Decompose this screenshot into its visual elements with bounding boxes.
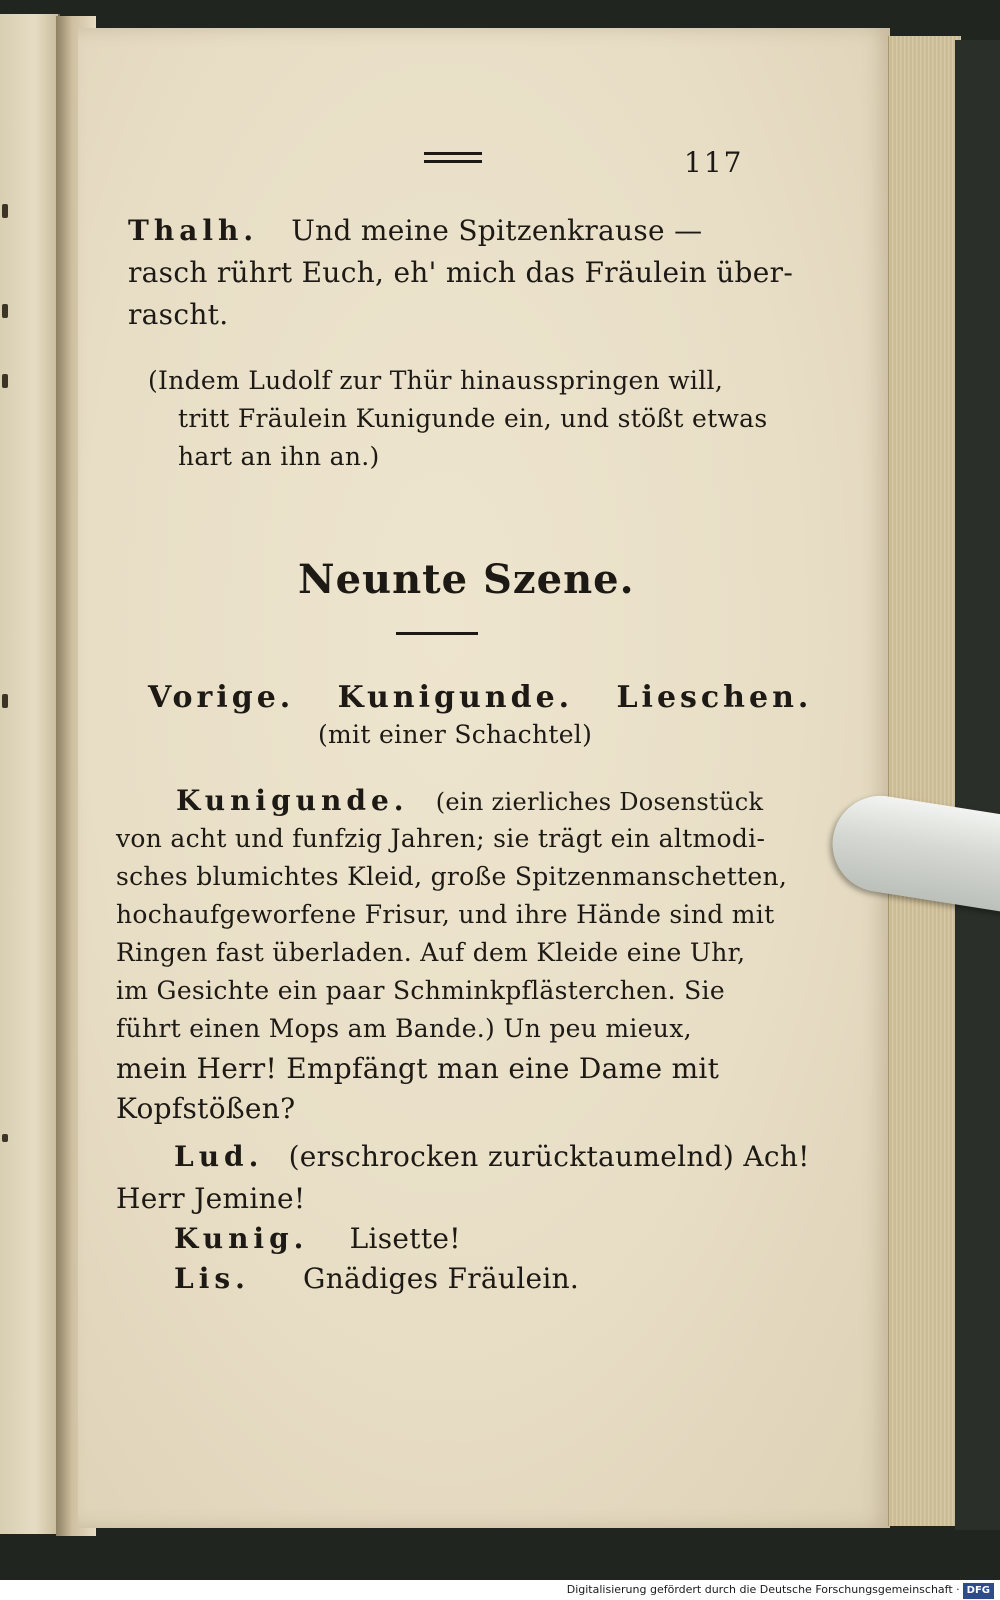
dfg-logo: DFG bbox=[963, 1583, 994, 1599]
line-text: Und meine Spitzenkrause — bbox=[291, 214, 703, 247]
stage-direction-line: tritt Fräulein Kunigunde ein, und stößt etwas bbox=[178, 404, 768, 433]
roles-line: Vorige. Kunigunde. Lieschen. bbox=[148, 680, 813, 715]
page-number: 117 bbox=[684, 146, 744, 179]
dialog-line bbox=[174, 1222, 461, 1255]
footer-text: Digitalisierung gefördert durch die Deutsche Forschungsgemeinschaft · bbox=[566, 1583, 960, 1596]
line-text: (ein zierliches Dosenstück bbox=[435, 788, 764, 816]
text-line: sches blumichtes Kleid, große Spitzenmanschetten, bbox=[116, 862, 788, 891]
speaker-label: Kunigunde. bbox=[176, 784, 409, 817]
line-text: Gnädiges Fräulein. bbox=[303, 1262, 580, 1295]
line-text: (erschrocken zurücktaumelnd) Ach! bbox=[288, 1140, 810, 1173]
background-edge bbox=[955, 40, 1000, 1530]
left-page-marks bbox=[2, 14, 12, 1534]
left-page-edge bbox=[0, 14, 60, 1534]
line-text: Lisette! bbox=[349, 1222, 461, 1255]
text-line: mein Herr! Empfängt man eine Dame mit bbox=[116, 1052, 720, 1085]
dialog-line bbox=[174, 1140, 810, 1173]
speaker-label: Thalh. bbox=[128, 214, 259, 247]
text-line bbox=[128, 214, 702, 247]
text-line: im Gesichte ein paar Schminkpflästerchen. Sie bbox=[116, 976, 725, 1005]
stage-direction-line: (Indem Ludolf zur Thür hinausspringen will, bbox=[148, 366, 724, 395]
text-line: Ringen fast überladen. Auf dem Kleide eine Uhr, bbox=[116, 938, 746, 967]
speaker-label: Lis. bbox=[174, 1262, 250, 1295]
text-line: rascht. bbox=[128, 298, 229, 331]
title-rule bbox=[396, 632, 478, 635]
scene-title: Neunte Szene. bbox=[298, 556, 635, 603]
roles-note: (mit einer Schachtel) bbox=[318, 720, 593, 749]
dialog-line: Herr Jemine! bbox=[116, 1182, 306, 1215]
page-stack-edge bbox=[888, 36, 961, 1526]
speaker-label: Kunig. bbox=[174, 1222, 309, 1255]
text-line: hochaufgeworfene Frisur, und ihre Hände sind mit bbox=[116, 900, 775, 929]
text-line: Kopfstößen? bbox=[116, 1092, 296, 1125]
footer-bar bbox=[0, 1580, 1000, 1600]
text-line: rasch rührt Euch, eh' mich das Fräulein über- bbox=[128, 256, 794, 289]
dialog-line bbox=[174, 1262, 579, 1295]
page-sheet bbox=[78, 28, 890, 1528]
header-ornament bbox=[424, 152, 482, 163]
text-line: führt einen Mops am Bande.) Un peu mieux, bbox=[116, 1014, 692, 1043]
speaker-label: Lud. bbox=[174, 1140, 264, 1173]
text-line bbox=[176, 784, 763, 817]
text-line: von acht und funfzig Jahren; sie trägt ein altmodi- bbox=[116, 824, 766, 853]
stage-direction-line: hart an ihn an.) bbox=[178, 442, 380, 471]
